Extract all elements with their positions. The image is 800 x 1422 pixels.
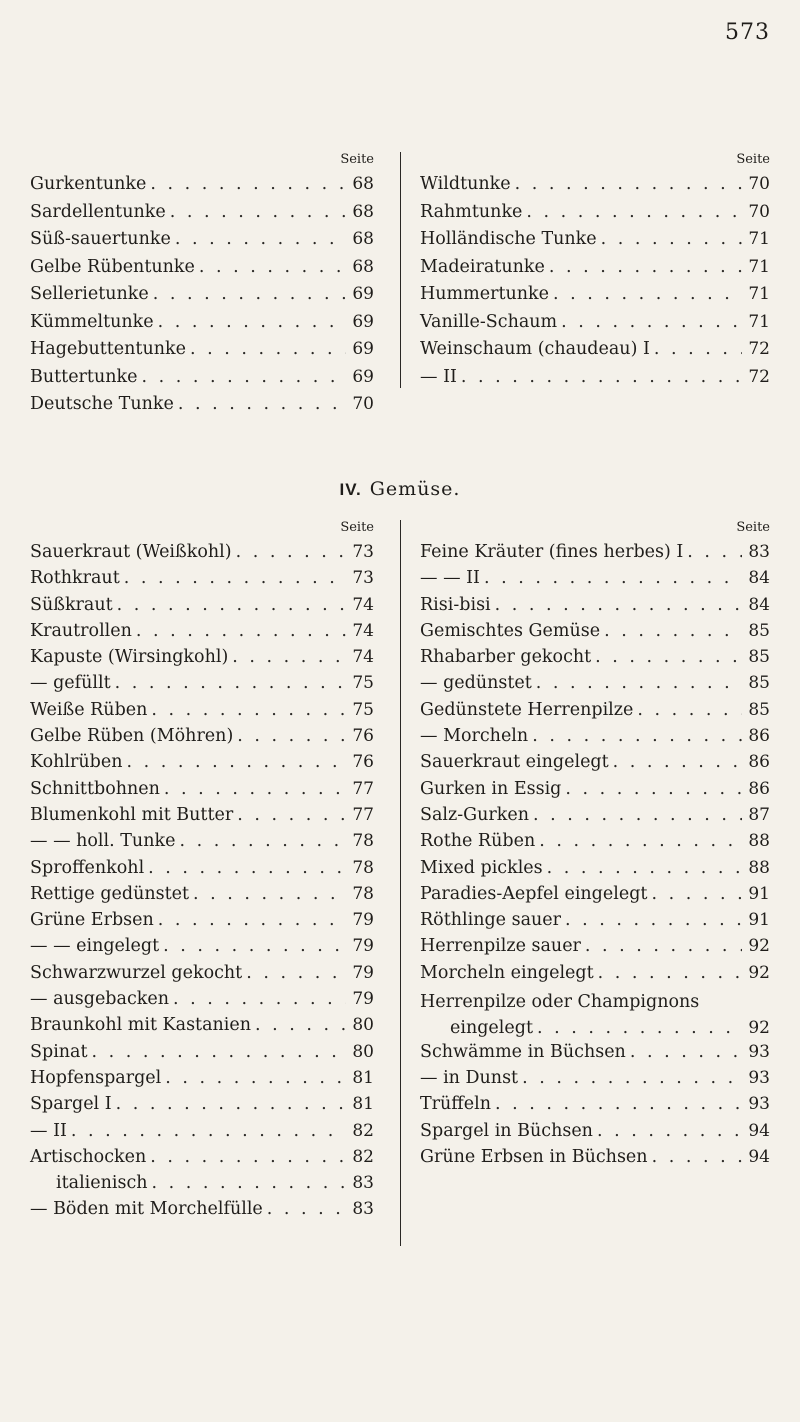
entry-label: — in Dunst (420, 1067, 519, 1088)
entry-label: Gurken in Essig (420, 778, 562, 799)
dot-leader (484, 568, 742, 588)
entry-label: Krautrollen (30, 620, 132, 641)
dot-leader (170, 202, 347, 222)
dot-leader (601, 229, 743, 249)
entry-page-number: 73 (352, 542, 374, 562)
top-left-list (30, 174, 374, 422)
entry-label: Madeiratunke (420, 256, 545, 277)
entry-page-number: 78 (352, 857, 374, 878)
index-entry (30, 910, 374, 936)
column-header: Seite (736, 152, 770, 167)
column-divider (400, 152, 401, 388)
bottom-left-column (30, 520, 374, 1226)
index-entry (420, 1068, 770, 1094)
index-entry (420, 779, 770, 805)
entry-label: — II (420, 366, 457, 387)
entry-page-number: 88 (748, 831, 770, 852)
bottom-left-list (30, 542, 374, 1226)
entry-label: Feine Kräuter (fines herbes) I (420, 542, 684, 562)
entry-label: Weinschaum (chaudeau) I (420, 339, 650, 359)
entry-label: Braunkohl mit Kastanien (30, 1015, 252, 1036)
dot-leader (199, 257, 346, 277)
index-entry (420, 831, 770, 857)
entry-label: — ausgebacken (30, 989, 169, 1010)
index-entry (30, 367, 374, 395)
entry-page-number: 68 (352, 256, 374, 277)
index-entry (30, 647, 374, 673)
dot-leader (148, 858, 346, 878)
entry-page-number: 70 (748, 201, 770, 222)
entry-label: Vanille-Schaum (420, 311, 558, 332)
entry-label: Schwarzwurzel gekocht (30, 962, 243, 983)
index-entry (420, 726, 770, 752)
entry-page-number: 71 (748, 284, 770, 304)
column-header: Seite (340, 152, 374, 167)
entry-label: Blumenkohl mit Butter (30, 804, 234, 825)
dot-leader (613, 752, 743, 772)
entry-page-number: 86 (748, 752, 770, 773)
dot-leader (178, 394, 347, 414)
index-entry (30, 673, 374, 699)
entry-page-number: 69 (352, 284, 374, 304)
entry-page-number: 85 (748, 699, 770, 720)
dot-leader (179, 831, 346, 851)
top-right-column (420, 152, 770, 394)
index-entry (30, 936, 374, 962)
entry-page-number: 79 (352, 910, 374, 931)
bottom-right-list (420, 542, 770, 1173)
entry-label: Spargel I (30, 1094, 112, 1115)
entry-page-number: 80 (352, 1041, 374, 1062)
entry-label: Morcheln eingelegt (420, 962, 594, 983)
entry-page-number: 87 (748, 804, 770, 825)
entry-label: — — holl. Tunke (30, 831, 176, 852)
index-entry (420, 229, 770, 257)
index-entry (420, 595, 770, 621)
index-entry (30, 542, 374, 568)
dot-leader (141, 367, 346, 387)
index-entry (30, 257, 374, 285)
index-entry (30, 312, 374, 340)
dot-leader (124, 568, 347, 588)
entry-page-number: 73 (352, 568, 374, 589)
entry-label: Wildtunke (420, 174, 511, 194)
entry-label: — gedünstet (420, 673, 532, 694)
entry-page-number: 71 (748, 311, 770, 332)
index-entry (420, 621, 770, 647)
entry-label: — Böden mit Morchelfülle (30, 1199, 263, 1220)
section-roman-numeral: IV. (339, 480, 362, 499)
entry-label: Kohlrüben (30, 752, 123, 773)
dot-leader (175, 229, 347, 249)
dot-leader (595, 647, 742, 667)
dot-leader (246, 963, 346, 983)
dot-leader (539, 831, 742, 851)
entry-page-number: 72 (748, 339, 770, 359)
entry-page-number: 88 (748, 857, 770, 878)
index-entry (30, 284, 374, 312)
entry-page-number: 83 (748, 542, 770, 562)
column-header: Seite (736, 520, 770, 535)
index-entry (420, 647, 770, 673)
entry-label: Gelbe Rüben (Möhren) (30, 726, 234, 747)
index-entry (420, 257, 770, 285)
dot-leader (236, 542, 347, 562)
entry-page-number: 86 (748, 726, 770, 747)
dot-leader (565, 779, 742, 799)
entry-label: Schwämme in Büchsen (420, 1041, 626, 1062)
entry-page-number: 78 (352, 883, 374, 904)
index-entry (30, 568, 374, 594)
entry-label: Süßkraut (30, 594, 113, 615)
entry-page-number: 92 (748, 936, 770, 957)
index-entry (30, 831, 374, 857)
index-entry (420, 963, 770, 989)
entry-label: Deutsche Tunke (30, 394, 174, 414)
entry-page-number: 71 (748, 229, 770, 249)
index-entry (30, 1199, 374, 1225)
entry-label: Süß-sauertunke (30, 229, 171, 249)
entry-page-number: 77 (352, 804, 374, 825)
dot-leader (150, 174, 346, 194)
entry-page-number: 82 (352, 1120, 374, 1141)
dot-leader (533, 805, 742, 825)
entry-label: Weiße Rüben (30, 699, 148, 720)
dot-leader (515, 174, 743, 194)
index-entry (30, 884, 374, 910)
entry-label: Sproffenkohl (30, 857, 145, 878)
dot-leader (630, 1042, 743, 1062)
dot-leader (173, 989, 346, 1009)
index-entry (420, 284, 770, 312)
entry-page-number: 74 (352, 647, 374, 668)
entry-label: Rothe Rüben (420, 831, 536, 852)
dot-leader (495, 595, 743, 615)
dot-leader (597, 1121, 742, 1141)
entry-page-number: 84 (748, 594, 770, 615)
index-entry (420, 202, 770, 230)
entry-label: Salz-Gurken (420, 804, 529, 825)
dot-leader (165, 1068, 346, 1088)
dot-leader (153, 284, 347, 304)
dot-leader (232, 647, 346, 667)
entry-page-number: 70 (748, 174, 770, 194)
dot-leader (637, 700, 742, 720)
index-entry (420, 1094, 770, 1120)
dot-leader (116, 1094, 347, 1114)
dot-leader (158, 312, 347, 332)
dot-leader (585, 936, 742, 956)
entry-label: Herrenpilze oder Champignons (420, 992, 700, 1013)
index-entry (420, 312, 770, 340)
index-entry (420, 752, 770, 778)
index-entry (420, 673, 770, 699)
entry-label: Buttertunke (30, 366, 138, 387)
entry-page-number: 79 (352, 962, 374, 983)
entry-page-number: 69 (352, 339, 374, 359)
section-heading (0, 478, 800, 500)
entry-page-number: 91 (748, 910, 770, 931)
bottom-right-column (420, 520, 770, 1173)
dot-leader (549, 257, 743, 277)
entry-label: Gemischtes Gemüse (420, 620, 601, 641)
entry-label: Spinat (30, 1041, 88, 1062)
entry-page-number: 92 (748, 962, 770, 983)
entry-label: Kapuste (Wirsingkohl) (30, 647, 229, 668)
entry-page-number: 74 (352, 620, 374, 641)
dot-leader (115, 673, 347, 693)
entry-label: — Morcheln (420, 726, 529, 747)
index-entry (420, 1147, 770, 1173)
entry-page-number: 81 (352, 1094, 374, 1115)
entry-label: Paradies-Aepfel eingelegt (420, 883, 648, 904)
index-entry (30, 726, 374, 752)
dot-leader (255, 1015, 346, 1035)
entry-page-number: 76 (352, 752, 374, 773)
entry-label: Spargel in Büchsen (420, 1120, 593, 1141)
entry-label: Artischocken (30, 1146, 147, 1167)
entry-page-number: 71 (748, 256, 770, 277)
entry-label: Trüffeln (420, 1094, 491, 1115)
dot-leader (164, 779, 346, 799)
entry-label: Schnittbohnen (30, 778, 160, 799)
dot-leader (565, 910, 742, 930)
dot-leader (92, 1042, 347, 1062)
index-entry (30, 1094, 374, 1120)
entry-page-number: 82 (352, 1146, 374, 1167)
index-entry (420, 805, 770, 831)
entry-label: — — II (420, 568, 480, 589)
index-entry (420, 174, 770, 202)
entry-page-number: 86 (748, 778, 770, 799)
index-entry (420, 1121, 770, 1147)
entry-page-number: 85 (748, 620, 770, 641)
entry-label: italienisch (56, 1173, 148, 1194)
entry-label: Hagebuttentunke (30, 339, 186, 359)
dot-leader (553, 284, 742, 304)
entry-page-number: 80 (352, 1015, 374, 1036)
index-entry (30, 1173, 374, 1199)
entry-label: Hopfenspargel (30, 1067, 162, 1088)
entry-label: Mixed pickles (420, 857, 543, 878)
dot-leader (651, 884, 742, 904)
index-entry (30, 174, 374, 202)
index-entry (420, 700, 770, 726)
dot-leader (522, 1068, 742, 1088)
index-entry (30, 202, 374, 230)
dot-leader (152, 1173, 347, 1193)
dot-leader (532, 726, 742, 746)
entry-page-number: 81 (352, 1067, 374, 1088)
entry-page-number: 83 (352, 1173, 374, 1194)
entry-label: Rettige gedünstet (30, 883, 190, 904)
index-entry (420, 858, 770, 884)
entry-page-number: 76 (352, 726, 374, 747)
entry-page-number: 79 (352, 936, 374, 957)
entry-page-number: 69 (352, 311, 374, 332)
top-right-list (420, 174, 770, 394)
index-entry (30, 700, 374, 726)
dot-leader (190, 339, 346, 359)
entry-label: Herrenpilze sauer (420, 936, 581, 957)
entry-page-number: 93 (748, 1094, 770, 1115)
entry-page-number: 92 (748, 1018, 770, 1039)
entry-page-number: 77 (352, 778, 374, 799)
dot-leader (495, 1094, 742, 1114)
column-header: Seite (340, 520, 374, 535)
index-entry (30, 1015, 374, 1041)
entry-label: — II (30, 1120, 67, 1141)
index-entry (30, 229, 374, 257)
index-entry (30, 779, 374, 805)
dot-leader (652, 1147, 743, 1167)
dot-leader (461, 367, 742, 387)
index-entry (420, 568, 770, 594)
entry-page-number: 75 (352, 699, 374, 720)
index-entry (420, 884, 770, 910)
entry-page-number: 74 (352, 594, 374, 615)
index-entry (420, 989, 770, 1042)
index-entry (420, 367, 770, 395)
dot-leader (158, 910, 347, 930)
index-entry (30, 1121, 374, 1147)
entry-label: Holländische Tunke (420, 229, 597, 249)
page-number: 573 (725, 20, 770, 45)
dot-leader (536, 673, 743, 693)
entry-label: — gefüllt (30, 673, 111, 694)
index-entry (30, 963, 374, 989)
entry-page-number: 85 (748, 673, 770, 694)
entry-page-number: 68 (352, 201, 374, 222)
entry-label: Rahmtunke (420, 201, 523, 222)
dot-leader (117, 595, 347, 615)
dot-leader (267, 1199, 347, 1219)
dot-leader (237, 805, 346, 825)
entry-label: Kümmeltunke (30, 311, 154, 332)
index-entry (30, 394, 374, 422)
entry-page-number: 83 (352, 1199, 374, 1220)
dot-leader (163, 936, 346, 956)
dot-leader (126, 752, 346, 772)
entry-page-number: 70 (352, 394, 374, 414)
index-entry (420, 339, 770, 367)
dot-leader (598, 963, 743, 983)
entry-label: Röthlinge sauer (420, 910, 562, 931)
index-entry (30, 1042, 374, 1068)
index-entry (30, 805, 374, 831)
dot-leader (136, 621, 346, 641)
entry-page-number: 93 (748, 1041, 770, 1062)
dot-leader (237, 726, 346, 746)
entry-page-number: 93 (748, 1067, 770, 1088)
dot-leader (547, 858, 743, 878)
index-entry (30, 1147, 374, 1173)
entry-page-number: 69 (352, 366, 374, 387)
entry-page-number: 72 (748, 366, 770, 387)
index-entry (30, 339, 374, 367)
entry-label: Grüne Erbsen in Büchsen (420, 1146, 648, 1167)
dot-leader (71, 1121, 346, 1141)
entry-label: Rothkraut (30, 568, 120, 589)
dot-leader (687, 542, 742, 562)
index-entry (420, 910, 770, 936)
entry-page-number: 79 (352, 989, 374, 1010)
entry-label: Sardellentunke (30, 201, 166, 222)
index-entry (420, 1042, 770, 1068)
section-title: Gemüse. (369, 478, 461, 500)
entry-label: Gelbe Rübentunke (30, 256, 195, 277)
index-entry (30, 595, 374, 621)
entry-label: Hummertunke (420, 284, 549, 304)
entry-page-number: 68 (352, 229, 374, 249)
index-entry (30, 752, 374, 778)
top-left-column (30, 152, 374, 422)
dot-leader (561, 312, 742, 332)
entry-page-number: 75 (352, 673, 374, 694)
entry-label: Rhabarber gekocht (420, 647, 592, 668)
entry-label: Gurkentunke (30, 174, 147, 194)
entry-page-number: 94 (748, 1146, 770, 1167)
dot-leader (151, 700, 346, 720)
entry-page-number: 91 (748, 883, 770, 904)
dot-leader (604, 621, 742, 641)
dot-leader (537, 1015, 742, 1041)
entry-page-number: 94 (748, 1120, 770, 1141)
column-divider (400, 520, 401, 1246)
index-entry (420, 542, 770, 568)
entry-label: Grüne Erbsen (30, 910, 154, 931)
dot-leader (193, 884, 346, 904)
index-entry (30, 621, 374, 647)
index-entry (30, 1068, 374, 1094)
entry-label: Sauerkraut (Weißkohl) (30, 542, 232, 562)
entry-page-number: 84 (748, 568, 770, 589)
entry-label: Sauerkraut eingelegt (420, 752, 609, 773)
index-entry (420, 936, 770, 962)
entry-label: Gedünstete Herrenpilze (420, 699, 634, 720)
entry-page-number: 68 (352, 174, 374, 194)
dot-leader (150, 1147, 346, 1167)
entry-page-number: 85 (748, 647, 770, 668)
entry-label: — — eingelegt (30, 936, 160, 957)
index-entry (30, 858, 374, 884)
entry-label: Sellerietunke (30, 284, 149, 304)
entry-label: Risi-bisi (420, 594, 491, 615)
entry-label-continued: eingelegt (450, 1018, 533, 1039)
entry-page-number: 78 (352, 831, 374, 852)
index-entry (30, 989, 374, 1015)
dot-leader (654, 339, 742, 359)
dot-leader (526, 202, 742, 222)
